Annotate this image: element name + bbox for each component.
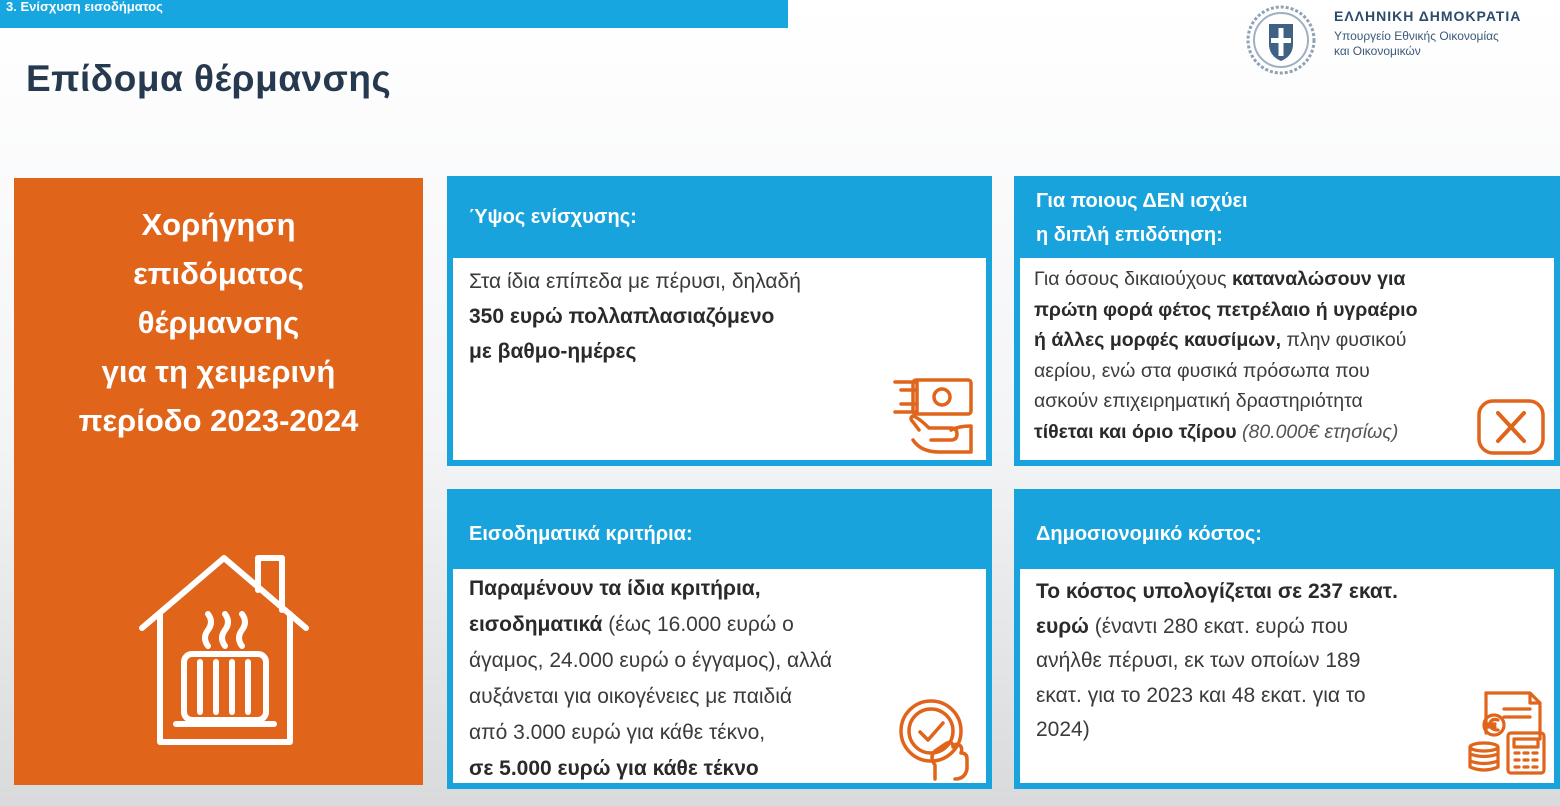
amount-line: με βαθμο-ημέρες	[469, 340, 637, 363]
money-hand-icon	[889, 368, 983, 462]
panel-line: θέρμανσης	[137, 305, 300, 340]
exclusion-text: πλην φυσικού	[1281, 329, 1407, 351]
cost-text: εκατ. για το 2023 και 48 εκατ. για το	[1036, 683, 1366, 707]
exclusion-title-line: Για ποιους ΔΕΝ ισχύει	[1036, 190, 1248, 212]
cost-card-title: Δημοσιονομικό κόστος:	[1036, 523, 1262, 545]
exclusion-text: αερίου, ενώ στα φυσικά πρόσωπα που	[1034, 359, 1370, 382]
cost-text-bold: ευρώ	[1036, 614, 1089, 638]
amount-card-title: Ύψος ενίσχυσης:	[469, 206, 637, 228]
income-text: άγαμος, 24.000 ευρώ ο έγγαμος), αλλά	[469, 649, 832, 672]
exclusion-card-title	[1036, 184, 1548, 252]
exclusion-title-line: η διπλή επιδότηση:	[1036, 224, 1223, 246]
approval-hand-icon	[895, 695, 975, 781]
income-text: αυξάνεται για οικογένειες με παιδιά	[469, 685, 793, 708]
income-text-bold: Παραμένουν τα ίδια κριτήρια,	[469, 577, 761, 600]
cost-text-bold: Το κόστος υπολογίζεται σε 237 εκατ.	[1036, 580, 1398, 603]
exclusion-card	[1014, 176, 1560, 466]
exclusion-card-body	[1020, 258, 1554, 460]
calculator-euro-icon	[1460, 687, 1552, 777]
ministry-logo	[1244, 4, 1560, 76]
logo-ministry-line2: και Οικονομικών	[1334, 44, 1421, 58]
amount-card	[447, 176, 992, 466]
close-x-icon	[1476, 398, 1546, 456]
amount-line: 350 ευρώ πολλαπλασιαζόμενο	[469, 305, 775, 328]
exclusion-text-italic: (80.000€ ετησίως)	[1236, 420, 1399, 443]
fiscal-cost-card	[1014, 489, 1560, 789]
panel-line: για τη χειμερινή	[101, 354, 336, 389]
income-text: από 3.000 ευρώ για κάθε τέκνο,	[469, 721, 766, 744]
cost-text: 2024)	[1036, 718, 1090, 741]
cost-text: ανήλθε πέρυσι, εκ των οποίων 189	[1036, 649, 1361, 672]
income-criteria-card	[447, 489, 992, 789]
panel-line: Χορήγηση	[141, 207, 296, 242]
amount-line: Στα ίδια επίπεδα με πέρυσι, δηλαδή	[469, 270, 801, 293]
cost-text: (έναντι 280 εκατ. ευρώ που	[1088, 614, 1349, 638]
greek-emblem-icon	[1244, 4, 1318, 76]
house-radiator-icon	[134, 550, 314, 750]
exclusion-text-bold: καταναλώσουν για	[1231, 268, 1406, 290]
income-text-bold: σε 5.000 ευρώ για κάθε τέκνο	[469, 757, 759, 780]
section-label: 3. Ενίσχυση εισοδήματος	[6, 0, 163, 14]
income-card-title: Εισοδηματικά κριτήρια:	[469, 523, 693, 545]
heating-allowance-panel	[14, 178, 423, 785]
section-bar	[0, 0, 788, 28]
panel-heading	[14, 200, 423, 445]
logo-ministry-line1: Υπουργείο Εθνικής Οικονομίας	[1334, 29, 1499, 43]
income-text: (έως 16.000 ευρώ ο	[602, 613, 794, 636]
exclusion-text-bold: ή άλλες μορφές καυσίμων,	[1034, 329, 1282, 351]
page-title: Επίδομα θέρμανσης	[26, 58, 392, 99]
exclusion-text: Για όσους δικαιούχους	[1034, 268, 1232, 290]
exclusion-text: ασκούν επιχειρηματική δραστηριότητα	[1034, 390, 1363, 412]
exclusion-text-bold: τίθεται και όριο τζίρου	[1034, 420, 1237, 443]
exclusion-text-bold: πρώτη φορά φέτος πετρέλαιο ή υγραέριο	[1034, 298, 1418, 321]
income-text-bold: εισοδηματικά	[469, 613, 603, 636]
logo-country: ΕΛΛΗΝΙΚΗ ΔΗΜΟΚΡΑΤΙΑ	[1334, 8, 1522, 24]
panel-line: επιδόματος	[133, 256, 304, 291]
panel-line: περίοδο 2023-2024	[78, 403, 359, 438]
